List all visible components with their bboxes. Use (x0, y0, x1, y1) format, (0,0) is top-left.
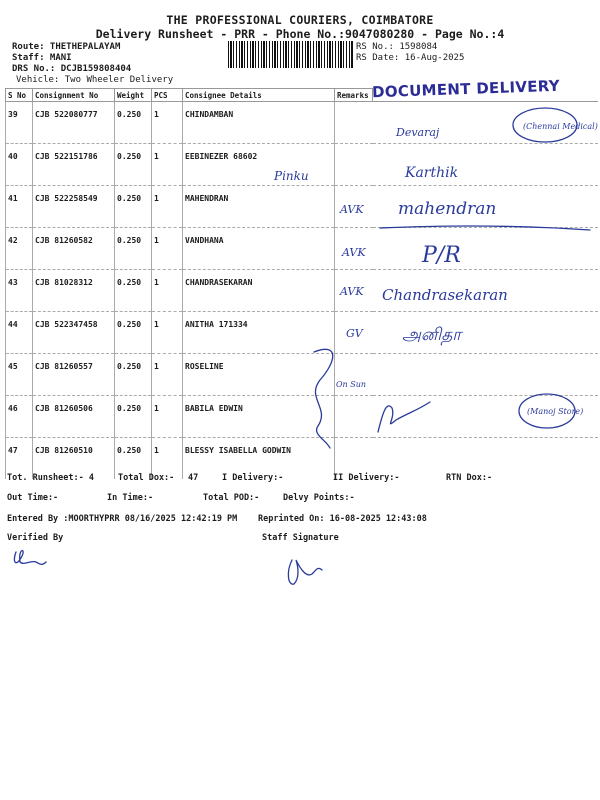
hw-r42-name: P/R (422, 243, 461, 268)
vehicle-label: Vehicle: Two Wheeler Delivery (16, 75, 174, 85)
total-dox-value: 47 (188, 473, 199, 483)
tot-runsheet: Tot. Runsheet:- 4 (7, 473, 94, 483)
cell-consignee: CHANDRASEKARAN (183, 270, 335, 312)
hw-brace (314, 349, 333, 448)
cell-consignment: CJB 522151786 (33, 144, 115, 186)
hw-r41-name: mahendran (398, 199, 497, 219)
hw-r45-remark: On Sun (336, 380, 367, 389)
rs-date: RS Date: 16-Aug-2025 (356, 53, 465, 63)
total-dox-label: Total Dox:- (118, 473, 175, 483)
cell-weight: 0.250 (115, 102, 152, 144)
cell-consignee: MAHENDRAN (183, 186, 335, 228)
reprinted-on: Reprinted On: 16-08-2025 12:43:08 (258, 514, 427, 524)
staff-signature-label: Staff Signature (262, 533, 339, 543)
total-pod: Total POD:- (203, 493, 260, 503)
hw-r43-remark: AVK (340, 285, 364, 298)
cell-consignment: CJB 81260506 (33, 396, 115, 438)
cell-pcs: 1 (152, 438, 183, 480)
entered-by: Entered By :MOORTHYPRR 08/16/2025 12:42:19 PM (7, 514, 238, 524)
cell-consignment: CJB 522258549 (33, 186, 115, 228)
cell-pcs: 1 (152, 354, 183, 396)
cell-sno: 42 (6, 228, 33, 270)
cell-consignment: CJB 522347458 (33, 312, 115, 354)
hw-r46-note: (Manoj Store) (527, 407, 584, 416)
hw-r39-name: Devaraj (396, 126, 440, 139)
cell-weight: 0.250 (115, 312, 152, 354)
cell-sno: 47 (6, 438, 33, 480)
rs-number: RS No.: 1598084 (356, 42, 438, 52)
cell-consignment: CJB 81260557 (33, 354, 115, 396)
cell-consignee: EEBINEZER 68602 (183, 144, 335, 186)
in-time: In Time:- (107, 493, 154, 503)
hw-r39-note: (Chennai Medical) (523, 122, 598, 131)
cell-pcs: 1 (152, 144, 183, 186)
cell-weight: 0.250 (115, 354, 152, 396)
hw-verified-signature (14, 551, 46, 565)
cell-pcs: 1 (152, 396, 183, 438)
ii-delivery: II Delivery:- (333, 473, 400, 483)
cell-pcs: 1 (152, 186, 183, 228)
cell-weight: 0.250 (115, 186, 152, 228)
cell-weight: 0.250 (115, 396, 152, 438)
hw-r41-remark: AVK (340, 203, 364, 216)
out-time: Out Time:- (7, 493, 59, 503)
hw-r43-name: Chandrasekaran (382, 286, 508, 304)
cell-consignment: CJB 522080777 (33, 102, 115, 144)
cell-consignment: CJB 81028312 (33, 270, 115, 312)
col-sno: S No (6, 89, 33, 102)
company-name: THE PROFESSIONAL COURIERS, COIMBATORE (166, 13, 434, 27)
cell-pcs: 1 (152, 270, 183, 312)
col-remarks: Remarks (335, 89, 373, 102)
cell-pcs: 1 (152, 228, 183, 270)
route-label: Route: THETHEPALAYAM (12, 42, 121, 52)
cell-weight: 0.250 (115, 144, 152, 186)
cell-consignee: ROSELINE (183, 354, 335, 396)
hw-r42-remark: AVK (342, 246, 366, 259)
hw-staff-signature (288, 560, 322, 584)
cell-weight: 0.250 (115, 228, 152, 270)
cell-consignee: CHINDAMBAN (183, 102, 335, 144)
hw-r40-name: Karthik (405, 165, 459, 181)
cell-pcs: 1 (152, 102, 183, 144)
cell-sno: 46 (6, 396, 33, 438)
runsheet-subtitle: Delivery Runsheet - PRR - Phone No.:9047080280 - Page No.:4 (95, 27, 505, 41)
cell-consignee: BABILA EDWIN (183, 396, 335, 438)
cell-consignee: VANDHANA (183, 228, 335, 270)
col-consignment: Consignment No (33, 89, 115, 102)
hw-r41-line (380, 226, 590, 230)
cell-sno: 41 (6, 186, 33, 228)
i-delivery: I Delivery:- (222, 473, 284, 483)
cell-sno: 40 (6, 144, 33, 186)
cell-sno: 43 (6, 270, 33, 312)
cell-consignee: ANITHA 171334 (183, 312, 335, 354)
hw-r46-signature (378, 402, 430, 432)
cell-consignment: CJB 81260582 (33, 228, 115, 270)
verified-by-label: Verified By (7, 533, 64, 543)
drs-number: DRS No.: DCJB159808404 (12, 64, 132, 74)
rtn-dox: RTN Dox:- (446, 473, 493, 483)
cell-consignee: BLESSY ISABELLA GODWIN (183, 438, 335, 480)
cell-pcs: 1 (152, 312, 183, 354)
cell-sno: 44 (6, 312, 33, 354)
cell-sno: 39 (6, 102, 33, 144)
hw-r44-remark: GV (346, 327, 363, 340)
hw-r44-name: அனிதா (402, 325, 462, 345)
cell-sno: 45 (6, 354, 33, 396)
document-delivery-stamp: DOCUMENT DELIVERY (371, 76, 561, 102)
cell-consignment: CJB 81260510 (33, 438, 115, 480)
delvy-points: Delvy Points:- (283, 493, 355, 503)
cell-weight: 0.250 (115, 438, 152, 480)
col-consignee: Consignee Details (183, 89, 335, 102)
cell-weight: 0.250 (115, 270, 152, 312)
staff-label: Staff: MANI (12, 53, 72, 63)
hw-r40-mid: Pinku (274, 169, 309, 183)
col-pcs: PCS (152, 89, 183, 102)
col-weight: Weight (115, 89, 152, 102)
